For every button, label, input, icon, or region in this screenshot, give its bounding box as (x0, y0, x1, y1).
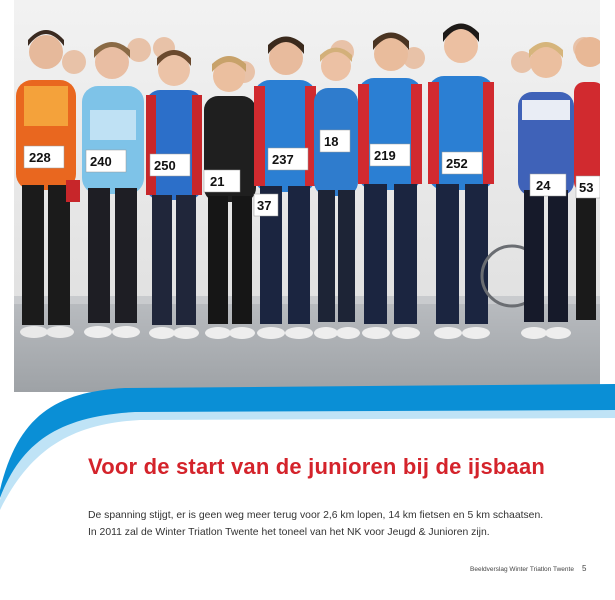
article-headline: Voor de start van de junioren bij de ijsbaan (88, 454, 546, 479)
article-body (88, 507, 598, 541)
bib (442, 152, 482, 174)
swoosh-dark (0, 384, 615, 498)
bib-number: 228 (29, 150, 51, 165)
bib (254, 194, 278, 216)
article-paragraph-line: De spanning stijgt, er is geen weg meer terug voor 2,6 km lopen, 14 km fietsen en 5 km schaatsen. (88, 510, 544, 521)
footer-publication: Beeldverslag Winter Triatlon Twente (470, 566, 574, 573)
bib-number: 237 (272, 152, 294, 167)
bib (268, 148, 308, 170)
start-line-photo (14, 0, 600, 392)
bib (86, 150, 126, 172)
bib-number: 219 (374, 148, 396, 163)
athletes-illustration (14, 0, 600, 392)
bib (530, 174, 566, 196)
bib-number: 37 (257, 198, 272, 213)
bib-number: 252 (446, 156, 468, 171)
bib (204, 170, 240, 192)
bib-number: 24 (536, 178, 551, 193)
article-paragraph-line: In 2011 zal de Winter Triatlon Twente het toneel van het NK voor Jeugd & Junioren zijn. (88, 527, 490, 538)
bib-number: 21 (210, 174, 225, 189)
bib-number: 18 (324, 134, 339, 149)
bib (370, 144, 410, 166)
blue-swoosh (0, 380, 615, 510)
bib (320, 130, 350, 152)
bib (24, 146, 64, 168)
bib (150, 154, 190, 176)
bib-number: 250 (154, 158, 176, 173)
bib-number: 53 (579, 180, 594, 195)
page-number: 5 (582, 564, 587, 573)
bib (576, 176, 600, 198)
bib-number: 240 (90, 154, 112, 169)
